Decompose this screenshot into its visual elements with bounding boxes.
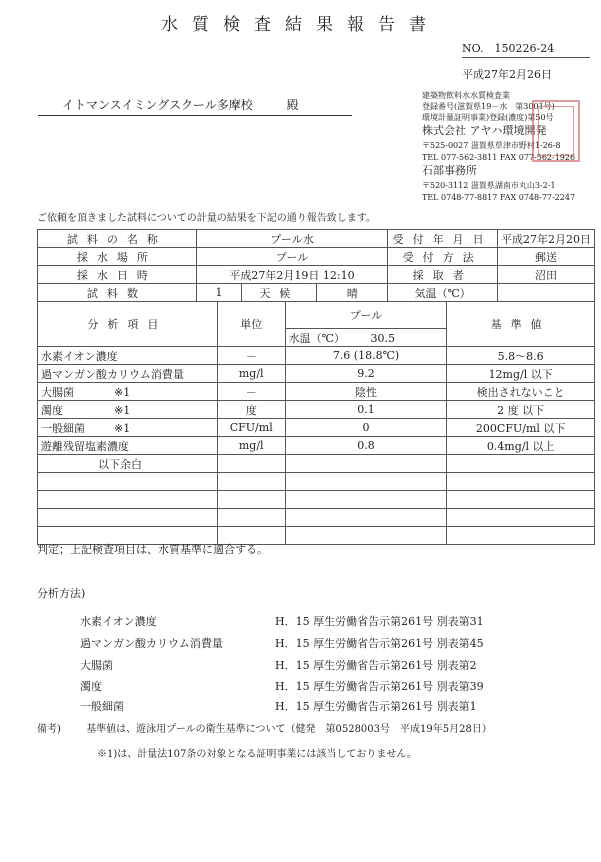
result-value: 0.1 — [285, 401, 447, 419]
water-temp-value: 30.5 — [370, 331, 395, 345]
result-standard: 12mg/l 以下 — [447, 365, 595, 383]
result-item: 水素イオン濃度 — [41, 349, 118, 363]
methods-title: 分析方法) — [37, 587, 86, 600]
result-value: 9.2 — [285, 365, 447, 383]
results-table — [37, 301, 595, 545]
sampling-location: プール — [196, 248, 388, 266]
report-title: 水質検査結果報告書 — [161, 15, 440, 35]
issuer-phone-2: TEL 0748-77-8817 FAX 0748-77-2247 — [422, 193, 576, 202]
result-unit: mg/l — [217, 365, 285, 383]
remarks-label: 備考) — [37, 724, 61, 735]
addressee-honorific: 殿 — [286, 98, 299, 112]
water-temp-cell — [285, 329, 447, 347]
location-label: 採水場所 — [38, 248, 197, 266]
issuer-registration-2: 登録番号(滋賀県19－水 第3001号) — [422, 102, 555, 111]
method-ref: H．15 厚生労働省告示第261号 別表第39 — [275, 680, 484, 693]
table-row — [38, 419, 595, 437]
result-value: 0 — [285, 419, 447, 437]
result-value: 0.8 — [285, 437, 447, 455]
table-row — [38, 383, 595, 401]
col-item-header: 分析項目 — [38, 302, 218, 347]
method-label: 受付方法 — [388, 248, 498, 266]
issuer-company: 株式会社 アヤハ環境開発 — [422, 124, 547, 137]
result-item: 遊離残留塩素濃度 — [41, 439, 129, 453]
col-unit-header: 単位 — [217, 302, 285, 347]
table-row — [38, 365, 595, 383]
air-temp-label: 気温（℃） — [388, 284, 498, 302]
table-row — [38, 437, 595, 455]
result-value: 陰性 — [285, 383, 447, 401]
blank-note: 以下余白 — [38, 455, 218, 473]
method-row — [80, 678, 600, 694]
method-item: 大腸菌 — [80, 659, 113, 672]
table-row — [38, 473, 595, 491]
table-row — [38, 491, 595, 509]
sample-info-table — [37, 229, 595, 302]
col-pool-header: プール — [285, 302, 447, 329]
issuer-registration-3: 環境計量証明事業)登録(濃度)第50号 — [422, 113, 554, 122]
reception-method: 郵送 — [497, 248, 594, 266]
received-date: 平成27年2月20日 — [497, 230, 594, 248]
result-standard: 2 度 以下 — [447, 401, 595, 419]
result-item: 濁度 — [41, 403, 63, 417]
air-temp-value — [497, 284, 594, 302]
method-row — [80, 613, 600, 629]
issuer-branch: 石部事務所 — [422, 164, 477, 177]
issue-date: 平成27年2月26日 — [462, 68, 552, 81]
result-mark: ※1 — [114, 385, 131, 399]
result-standard: 200CFU/ml 以下 — [447, 419, 595, 437]
result-item: 一般細菌 — [41, 421, 85, 435]
document-number: NO. 150226-24 — [462, 40, 590, 58]
weather-label: 天候 — [242, 284, 317, 302]
remarks-text: 基準値は、遊泳用プールの衛生基準について（健発 第0528003号 平成19年5月28日） — [86, 724, 492, 735]
result-unit: 度 — [217, 401, 285, 419]
table-row — [38, 455, 595, 473]
sampler-name: 沼田 — [497, 266, 594, 284]
sample-name: プール水 — [196, 230, 388, 248]
sampler-label: 採取者 — [388, 266, 498, 284]
col-standard-header: 基準値 — [447, 302, 595, 347]
result-value: 7.6 (18.8℃) — [285, 347, 447, 365]
sample-name-label: 試料の名称 — [38, 230, 197, 248]
method-item: 濁度 — [80, 680, 102, 693]
remarks — [37, 720, 492, 735]
result-mark: ※1 — [114, 421, 131, 435]
table-row — [38, 401, 595, 419]
water-temp-label: 水温（℃） — [288, 331, 345, 345]
addressee — [38, 96, 352, 116]
weather-value: 晴 — [317, 284, 388, 302]
table-row — [38, 347, 595, 365]
judgement: 判定；上記検査項目は、水質基準に適合する。 — [37, 543, 268, 556]
method-ref: H．15 厚生労働省告示第261号 別表第2 — [275, 659, 477, 672]
datetime-label: 採水日時 — [38, 266, 197, 284]
table-row — [38, 509, 595, 527]
method-ref: H．15 厚生労働省告示第261号 別表第31 — [275, 615, 484, 628]
result-standard: 0.4mg/l 以上 — [447, 437, 595, 455]
result-unit: － — [217, 383, 285, 401]
addressee-name: イトマンスイミングスクール多摩校 — [62, 98, 253, 112]
issuer-address-2: 〒520-3112 滋賀県湖南市丸山3-2-1 — [422, 181, 556, 190]
result-unit: CFU/ml — [217, 419, 285, 437]
result-standard: 検出されないこと — [447, 383, 595, 401]
result-item: 過マンガン酸カリウム消費量 — [41, 367, 184, 381]
result-item: 大腸菌 — [41, 385, 74, 399]
received-label: 受付年月日 — [388, 230, 498, 248]
method-ref: H．15 厚生労働省告示第261号 別表第45 — [275, 637, 484, 650]
sample-count: 1 — [196, 284, 242, 302]
method-row — [80, 698, 600, 714]
result-unit: mg/l — [217, 437, 285, 455]
method-row — [80, 635, 600, 651]
count-label: 試料数 — [38, 284, 197, 302]
method-ref: H．15 厚生労働省告示第261号 別表第1 — [275, 700, 477, 713]
method-item: 過マンガン酸カリウム消費量 — [80, 637, 223, 650]
result-mark: ※1 — [114, 403, 131, 417]
intro-text: ご依頼を頂きました試料についての計量の結果を下記の通り報告致します。 — [37, 213, 376, 224]
method-item: 一般細菌 — [80, 700, 124, 713]
sampling-datetime: 平成27年2月19日 12:10 — [196, 266, 388, 284]
result-standard: 5.8～8.6 — [447, 347, 595, 365]
result-unit: － — [217, 347, 285, 365]
method-row — [80, 657, 600, 673]
remarks-note: ※1)は、計量法107条の対象となる証明事業には該当しておりません。 — [97, 749, 417, 760]
issuer-registration-1: 建築物飲料水水質検査業 — [422, 91, 510, 100]
issuer-phone-1: TEL 077-562-3811 FAX 077-562-1926 — [422, 153, 576, 162]
method-item: 水素イオン濃度 — [80, 615, 157, 628]
company-seal-stamp — [532, 100, 580, 162]
issuer-address-1: 〒525-0027 滋賀県草津市野村1-26-8 — [422, 141, 561, 150]
